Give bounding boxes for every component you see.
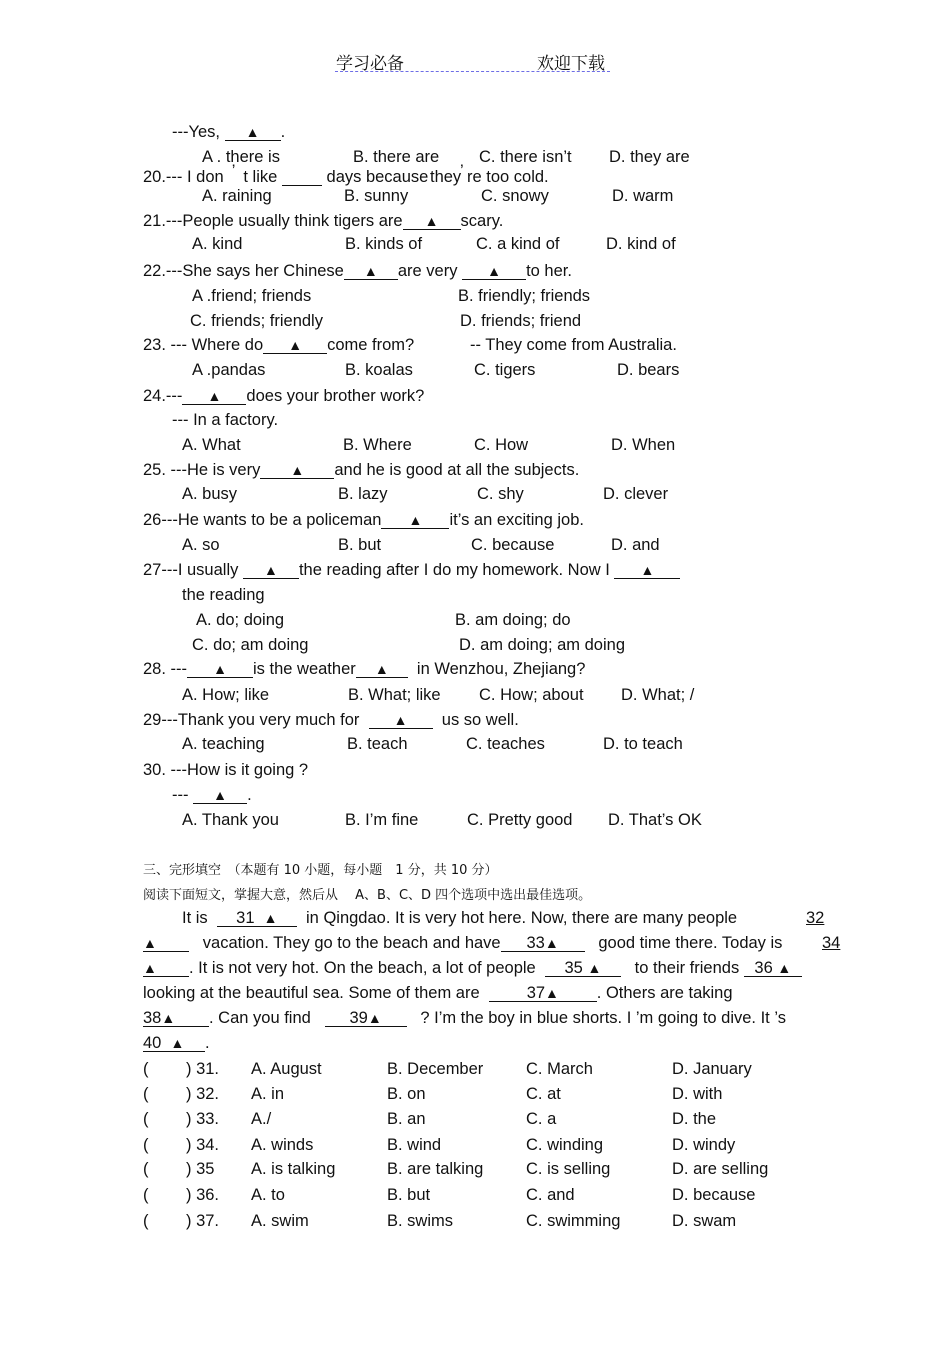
q26-option-d: D. and <box>611 536 660 554</box>
q20-stem: 20.--- I don ’ t like days because <box>143 162 429 186</box>
q23-option-b: B. koalas <box>345 361 413 379</box>
q27-option-d: D. am doing; am doing <box>459 636 626 654</box>
q27-stem: 27---I usually ▲ the reading after I do my homework. Now I ▲ <box>143 561 680 580</box>
cloze-blank-32[interactable] <box>143 936 189 952</box>
triangle-icon: ▲ <box>143 935 157 951</box>
section-instruction: 阅读下面短文，掌握大意，然后从 A、B、C、D 四个选项中选出最佳选项。 <box>143 888 592 903</box>
cloze-blank-35[interactable]: 35 ▲ <box>545 961 621 977</box>
triangle-icon: ▲ <box>544 935 559 951</box>
q23-option-c: C. tigers <box>474 361 536 379</box>
q19-option-a: A . there is <box>202 148 280 166</box>
triangle-icon: ▲ <box>545 985 559 1001</box>
cloze-option-b: B. swims <box>387 1212 453 1230</box>
q25-option-c: C. shy <box>477 485 524 503</box>
q28-option-d: D. What; / <box>621 686 695 704</box>
q23-option-a: A .pandas <box>192 361 266 379</box>
q21-option-b: B. kinds of <box>345 235 423 253</box>
q19-option-d: D. they are <box>609 148 690 166</box>
passage-line-1: It is 31 ▲ in Qingdao. It is very hot here. Now, there are many people <box>182 909 738 927</box>
q26-stem: 26---He wants to be a policeman ▲ it’s an exciting job. <box>143 511 584 529</box>
cloze-option-c: C. is selling <box>526 1160 611 1178</box>
q29-option-b: B. teach <box>347 735 408 753</box>
q25-option-b: B. lazy <box>338 485 388 503</box>
cloze-option-a: A. winds <box>251 1136 314 1154</box>
triangle-icon: ▲ <box>288 337 303 353</box>
cloze-paren: ( <box>143 1110 149 1128</box>
cloze-option-a: A. to <box>251 1186 285 1204</box>
q22-stem: 22.---She says her Chinese ▲ are very ▲ to her. <box>143 262 572 280</box>
cloze-paren: ( <box>143 1085 149 1103</box>
q23-option-d: D. bears <box>617 361 680 379</box>
cloze-blank-33[interactable]: 33▲ <box>501 936 585 952</box>
cloze-option-d: D. with <box>672 1085 723 1103</box>
q27-option-a: A. do; doing <box>196 611 285 629</box>
q22-option-d: D. friends; friend <box>460 312 582 330</box>
triangle-icon: ▲ <box>264 562 278 578</box>
passage-line-3: ▲ . It is not very hot. On the beach, a lot of people 35 ▲ to their friends 36 ▲ <box>143 959 802 978</box>
q27-option-b: B. am doing; do <box>455 611 571 629</box>
triangle-icon: ▲ <box>424 213 439 229</box>
cloze-blank-36[interactable]: 36 ▲ <box>744 961 802 977</box>
q24-option-b: B. Where <box>343 436 412 454</box>
cloze-blank-31[interactable]: 31 ▲ <box>217 911 297 927</box>
answer-blank[interactable] <box>403 214 461 230</box>
cloze-number: ) 32. <box>186 1085 220 1103</box>
triangle-icon: ▲ <box>213 787 227 803</box>
header-left: 学习必备 <box>336 54 404 74</box>
q20-option-d: D. warm <box>612 187 674 205</box>
cloze-number-32: 32 <box>806 909 825 927</box>
q20-overlap-word: they <box>430 168 462 186</box>
q23-stem: 23. --- Where do ▲ come from? <box>143 336 415 354</box>
q25-stem: 25. ---He is very ▲ and he is good at all the subjects. <box>143 461 580 479</box>
cloze-number: ) 33. <box>186 1110 220 1128</box>
triangle-icon: ▲ <box>777 960 792 976</box>
cloze-paren: ( <box>143 1136 149 1154</box>
cloze-number: ) 34. <box>186 1136 220 1154</box>
cloze-paren: ( <box>143 1060 149 1078</box>
q24-reply: --- In a factory. <box>172 411 279 429</box>
q30-option-d: D. That’s OK <box>608 811 702 829</box>
answer-blank[interactable] <box>243 563 299 579</box>
passage-line-4: looking at the beautiful sea. Some of them are 37▲ . Others are taking <box>143 984 733 1002</box>
section-title: 三、完形填空 （本题有 10 小题，每小题 1 分，共 10 分） <box>143 863 498 878</box>
cloze-option-a: A. swim <box>251 1212 309 1230</box>
cloze-option-d: D. January <box>672 1060 752 1078</box>
answer-blank[interactable] <box>381 513 449 529</box>
answer-blank[interactable] <box>462 264 526 280</box>
q29-option-c: C. teaches <box>466 735 545 753</box>
triangle-icon: ▲ <box>263 910 278 926</box>
cloze-option-c: C. at <box>526 1085 561 1103</box>
q30-option-c: C. Pretty good <box>467 811 573 829</box>
cloze-number: ) 35 <box>186 1160 215 1178</box>
cloze-option-c: C. March <box>526 1060 593 1078</box>
cloze-option-a: A./ <box>251 1110 272 1128</box>
triangle-icon: ▲ <box>143 960 157 976</box>
cloze-option-c: C. swimming <box>526 1212 621 1230</box>
triangle-icon: ▲ <box>587 960 602 976</box>
q20-apostrophe: ’ <box>460 162 464 180</box>
cloze-number: ) 31. <box>186 1060 220 1078</box>
answer-blank[interactable] <box>369 713 433 729</box>
answer-blank[interactable] <box>182 389 246 405</box>
cloze-paren: ( <box>143 1186 149 1204</box>
triangle-icon: ▲ <box>170 1035 185 1051</box>
q24-option-c: C. How <box>474 436 529 454</box>
q30-option-a: A. Thank you <box>182 811 279 829</box>
q22-option-b: B. friendly; friends <box>458 287 591 305</box>
q25-option-a: A. busy <box>182 485 238 503</box>
cloze-number: ) 36. <box>186 1186 220 1204</box>
q28-option-a: A. How; like <box>182 686 270 704</box>
cloze-option-b: B. on <box>387 1085 426 1103</box>
cloze-paren: ( <box>143 1212 149 1230</box>
q30-reply: --- ▲ . <box>172 786 252 804</box>
triangle-icon: ▲ <box>374 661 389 677</box>
passage-line-6: 40 ▲ . <box>143 1034 210 1052</box>
q24-option-a: A. What <box>182 436 241 454</box>
q30-option-b: B. I’m fine <box>345 811 419 829</box>
q22-option-a: A .friend; friends <box>192 287 312 305</box>
cloze-option-a: A. August <box>251 1060 322 1078</box>
cloze-blank-37[interactable]: 37▲ <box>489 986 597 1002</box>
q26-option-a: A. so <box>182 536 220 554</box>
cloze-option-d: D. swam <box>672 1212 737 1230</box>
cloze-number: ) 37. <box>186 1212 220 1230</box>
triangle-icon: ▲ <box>367 1010 382 1026</box>
cloze-option-b: B. but <box>387 1186 431 1204</box>
cloze-option-b: B. December <box>387 1060 484 1078</box>
q28-stem: 28. --- ▲ is the weather ▲ in Wenzhou, Zhejiang? <box>143 660 586 678</box>
triangle-icon: ▲ <box>290 462 305 478</box>
answer-blank[interactable] <box>187 662 253 678</box>
answer-blank[interactable] <box>614 563 680 579</box>
answer-blank[interactable] <box>344 264 398 280</box>
q19-option-c: C. there isn’t <box>479 148 572 166</box>
answer-blank[interactable] <box>225 125 281 141</box>
answer-blank[interactable] <box>260 463 334 479</box>
q19-stem: ---Yes, ▲ . <box>172 123 286 141</box>
q20-option-a: A. raining <box>202 187 272 205</box>
q28-option-b: B. What; like <box>348 686 441 704</box>
triangle-icon: ▲ <box>161 1010 176 1026</box>
cloze-option-a: A. in <box>251 1085 285 1103</box>
answer-blank[interactable] <box>263 338 327 354</box>
q20-option-c: C. snowy <box>481 187 549 205</box>
answer-blank[interactable] <box>193 788 247 804</box>
triangle-icon: ▲ <box>213 661 227 677</box>
cloze-blank-38[interactable]: 38▲ <box>143 1011 209 1027</box>
q27-stem-line2: the reading <box>182 586 265 604</box>
cloze-option-b: B. wind <box>387 1136 442 1154</box>
q29-stem: 29---Thank you very much for ▲ us so well. <box>143 711 519 729</box>
q21-option-d: D. kind of <box>606 235 676 253</box>
q24-stem: 24.--- ▲ does your brother work? <box>143 387 425 405</box>
cloze-paren: ( <box>143 1160 149 1178</box>
cloze-option-b: B. are talking <box>387 1160 484 1178</box>
q29-option-a: A. teaching <box>182 735 265 753</box>
q27-option-c: C. do; am doing <box>192 636 309 654</box>
header-divider <box>335 71 610 72</box>
cloze-option-c: C. a <box>526 1110 557 1128</box>
cloze-number-34: 34 <box>822 934 841 952</box>
q28-option-c: C. How; about <box>479 686 584 704</box>
q21-option-a: A. kind <box>192 235 243 253</box>
q25-option-d: D. clever <box>603 485 669 503</box>
triangle-icon: ▲ <box>245 124 260 140</box>
passage-line-5: 38▲ . Can you find 39▲ ? I’m the boy in blue shorts. I ’m going to dive. It ’s <box>143 1009 786 1027</box>
cloze-option-b: B. an <box>387 1110 426 1128</box>
cloze-blank-34[interactable] <box>143 961 189 977</box>
q22-option-c: C. friends; friendly <box>190 312 323 330</box>
cloze-option-d: D. are selling <box>672 1160 769 1178</box>
q19-option-b: B. there are <box>353 148 440 166</box>
q26-option-c: C. because <box>471 536 555 554</box>
triangle-icon: ▲ <box>408 512 423 528</box>
q20-option-b: B. sunny <box>344 187 409 205</box>
cloze-option-d: D. because <box>672 1186 756 1204</box>
q26-option-b: B. but <box>338 536 382 554</box>
q30-stem: 30. ---How is it going ? <box>143 761 309 779</box>
triangle-icon: ▲ <box>207 388 222 404</box>
q23-reply: -- They come from Australia. <box>470 336 677 354</box>
header-right: 欢迎下载 <box>537 54 605 74</box>
q20-stem-end: re too cold. <box>467 168 549 186</box>
cloze-blank-39[interactable]: 39▲ <box>325 1011 407 1027</box>
triangle-icon: ▲ <box>393 712 408 728</box>
cloze-option-c: C. winding <box>526 1136 604 1154</box>
passage-line-2: ▲ vacation. They go to the beach and have 33▲ good time there. Today is <box>143 934 783 952</box>
q21-option-c: C. a kind of <box>476 235 560 253</box>
triangle-icon: ▲ <box>363 263 378 279</box>
answer-blank[interactable] <box>282 170 322 186</box>
cloze-option-d: D. windy <box>672 1136 736 1154</box>
triangle-icon: ▲ <box>487 263 501 279</box>
cloze-option-d: D. the <box>672 1110 717 1128</box>
cloze-option-c: C. and <box>526 1186 575 1204</box>
answer-blank[interactable] <box>356 662 408 678</box>
q24-option-d: D. When <box>611 436 676 454</box>
q21-stem: 21.---People usually think tigers are ▲ scary. <box>143 212 504 230</box>
cloze-option-a: A. is talking <box>251 1160 336 1178</box>
q29-option-d: D. to teach <box>603 735 683 753</box>
cloze-blank-40[interactable]: 40 ▲ <box>143 1036 205 1052</box>
triangle-icon: ▲ <box>640 562 655 578</box>
